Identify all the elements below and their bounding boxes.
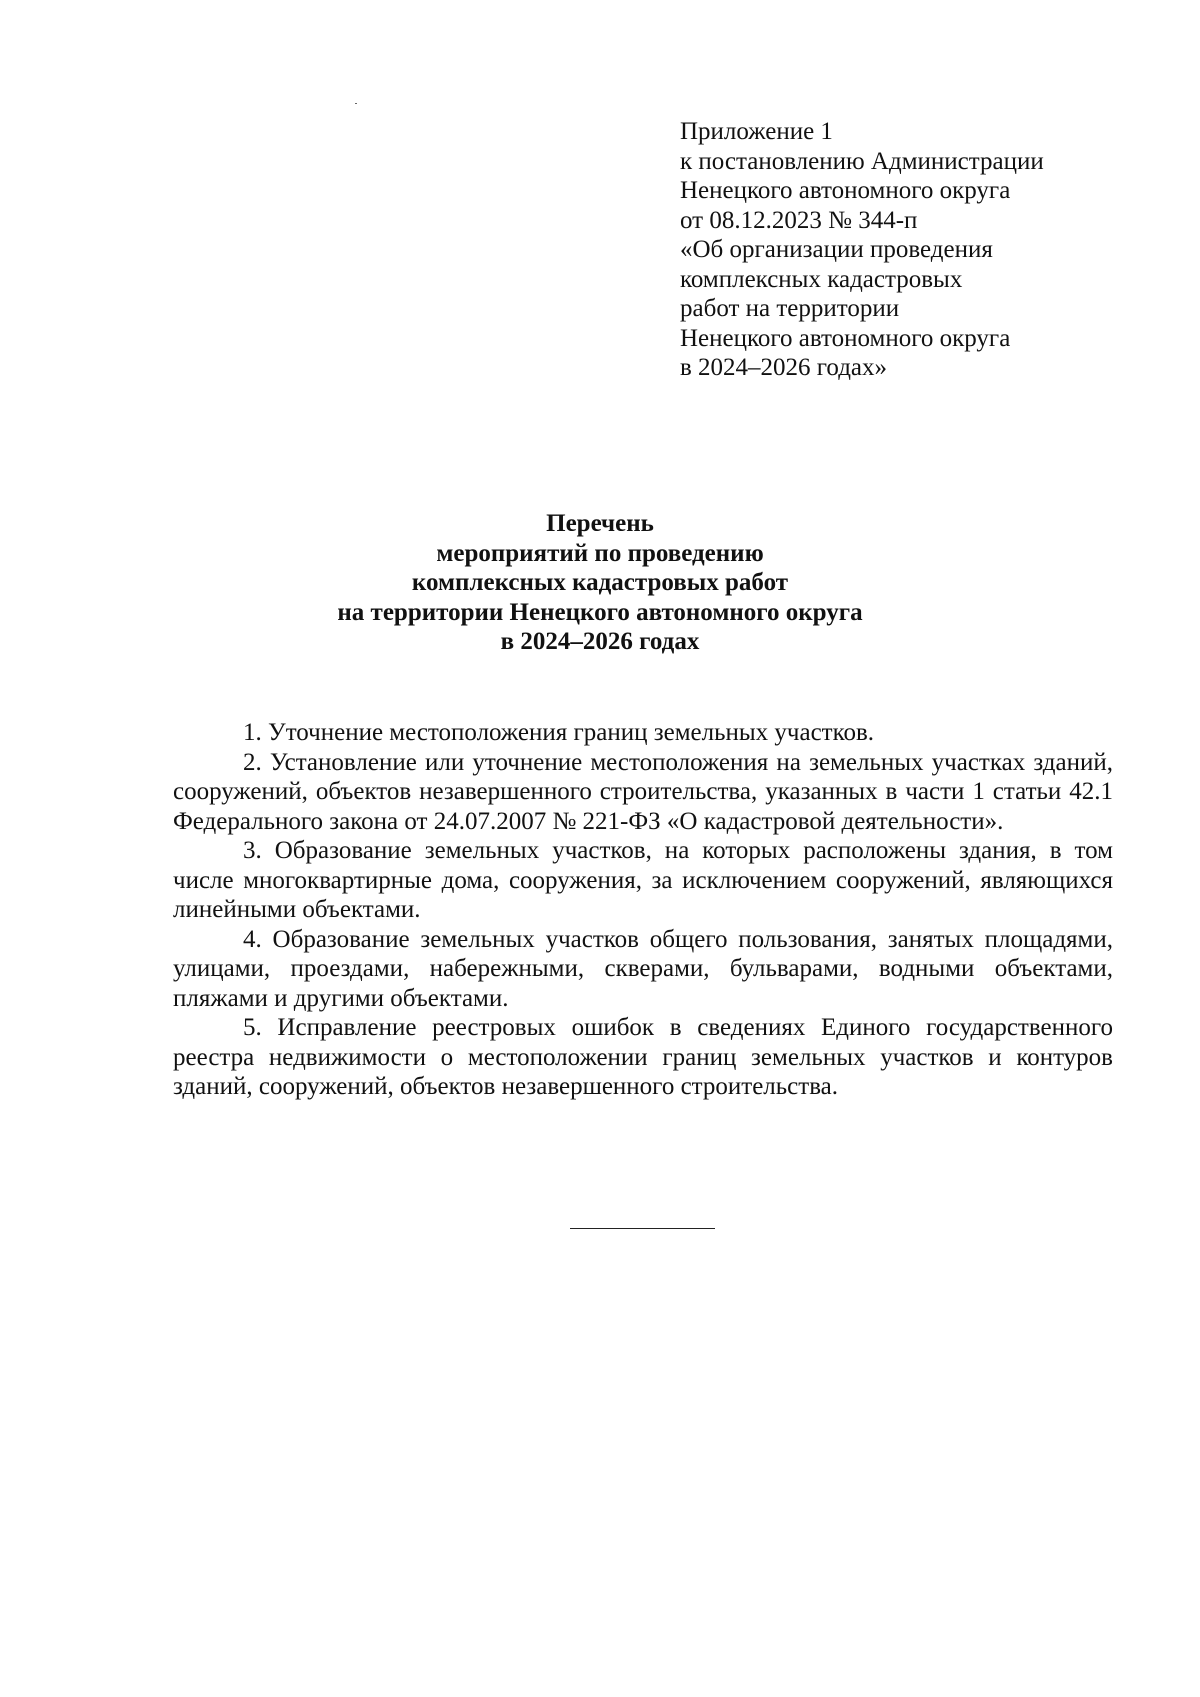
appendix-line: комплексных кадастровых [680,265,963,293]
appendix-line: в 2024–2026 годах» [680,354,888,381]
list-item: 2. Установление или уточнение местоположения на земельных участках зданий, сооружений, объектов незавершенного строительства, указанных в части 1 статьи 42.1 Федерального закона от 24.07.2007 № 221-ФЗ «О кадастровой деятельности». [173,748,1113,835]
title-line: мероприятий по проведению [436,539,764,567]
title-line: на территории Ненецкого автономного округа [337,598,863,626]
title-line: Перечень [546,510,654,537]
scan-speck [355,103,357,104]
appendix-line: к постановлению Администрации [680,147,1044,175]
appendix-line: Ненецкого автономного округа [680,177,1011,204]
appendix-line: от 08.12.2023 № 344-п [680,206,918,234]
appendix-line: Приложение 1 [680,118,833,145]
document-title [0,509,1200,657]
appendix-line: работ на территории [680,295,900,322]
appendix-line: «Об организации проведения [680,236,993,263]
appendix-line: Ненецкого автономного округа [680,324,1011,352]
list-item: 4. Образование земельных участков общего пользования, занятых площадями, улицами, проездами, набережными, скверами, бульварами, водными объектами, пляжами и другими объектами. [173,925,1113,1012]
appendix-block [680,117,1180,383]
list-item: 1. Уточнение местоположения границ земельных участков. [243,719,875,746]
measures-list [173,718,1113,1102]
closing-divider [570,1228,715,1229]
list-item: 3. Образование земельных участков, на которых расположены здания, в том числе многоквартирные дома, сооружения, за исключением сооружений, являющихся линейными объектами. [173,837,1113,923]
title-line: комплексных кадастровых работ [411,569,789,596]
list-item: 5. Исправление реестровых ошибок в сведениях Единого государственного реестра недвижимости о местоположении границ земельных участков и контуров зданий, сооружений, объектов незавершенного строительства. [173,1014,1113,1100]
title-line: в 2024–2026 годах [500,628,700,655]
